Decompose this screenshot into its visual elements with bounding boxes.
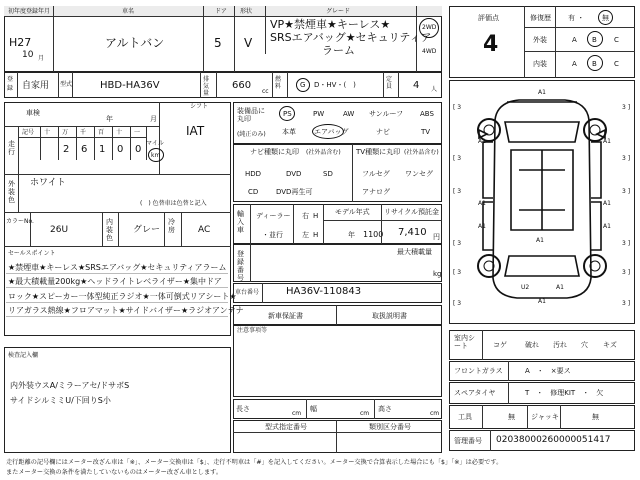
divider [18, 126, 19, 174]
tools-label: 工具 [458, 413, 472, 421]
use-label2: 録 [7, 85, 14, 92]
divider [17, 72, 18, 98]
digit-header: 記号 [22, 129, 35, 136]
divider [482, 330, 483, 360]
exterior-color-label: 外装色 [8, 180, 15, 204]
capacity-value: 4 [413, 80, 420, 91]
import-label: 輸入車 [237, 210, 244, 234]
equip-leather: 本革 [282, 128, 296, 136]
equip-sunroof: サンルーフ [369, 110, 404, 118]
divider [200, 72, 201, 98]
divider [4, 174, 231, 175]
type-no-label: 型式指定番号 [265, 423, 307, 431]
navi-hdd: HDD [245, 170, 262, 178]
damage-mark: A1 [603, 223, 611, 230]
divider [524, 27, 635, 28]
repair-none: 無 [602, 14, 609, 22]
divider [524, 6, 525, 78]
recycle-label: リサイクル預託金 [384, 208, 440, 216]
side-mark: 3 ] [622, 240, 631, 247]
model-value: HBD-HA36V [100, 80, 160, 91]
interior-grade-label: 内装 [533, 60, 547, 68]
divider [306, 399, 307, 419]
sales-line-1: ★禁煙車★キーレス★SRSエアバッグ★セキュリティアラーム [8, 263, 227, 272]
damage-mark: A1 [536, 237, 544, 244]
jack-value: 無 [592, 413, 599, 421]
divider [490, 430, 491, 451]
navi-label: ナビ種類に丸印 [250, 148, 299, 156]
grade-line2: SRSエアバッグ★セキュリティア [270, 31, 432, 44]
side-mark: 3 ] [622, 155, 631, 162]
damage-mark: A1 [478, 200, 486, 207]
grade-label: グレード [326, 8, 351, 15]
equip-navi: ナビ [376, 128, 390, 136]
footer-line-1: 走行距離の記号欄にはメーター改ざん車は「※」、メーター交換車は「$」、走行不明車は「#」を記入してください。メーター交換で合算表示した場合にも「$」「※」は必要です。 [6, 459, 503, 466]
divider [383, 72, 384, 98]
divider [18, 137, 146, 138]
damage-mark: U2 [521, 284, 530, 291]
divider [4, 126, 159, 127]
divider [508, 382, 509, 404]
score-label: 評価点 [478, 14, 499, 22]
model-year-value: 1100 [363, 230, 384, 239]
grade-line1: VP★禁煙車★キーレス★ [270, 18, 391, 31]
tv-fullseg: フルセグ [362, 170, 390, 178]
seat-item-1: コゲ [493, 341, 507, 349]
damage-mark: A1 [603, 138, 611, 145]
tv-analog: アナログ [362, 188, 390, 196]
divider [560, 405, 561, 429]
seat-item-2: 破れ [525, 341, 539, 349]
damage-mark: A1 [538, 298, 546, 305]
side-mark: 3 ] [622, 269, 631, 276]
reg-no-label: 登録番号 [237, 250, 244, 282]
damage-mark: A1 [538, 89, 546, 96]
exterior-grade-label: 外装 [533, 36, 547, 44]
divider [336, 420, 337, 453]
interior-b: B [592, 60, 597, 68]
notice-label: 注意事項等 [237, 327, 268, 334]
shape-value: V [244, 36, 253, 50]
navi-dvdplay: DVD再生可 [276, 188, 313, 196]
equip-aw: AW [343, 110, 355, 118]
divider [293, 204, 294, 244]
load-label: 最大積載量 [397, 248, 432, 256]
divider [72, 72, 73, 98]
divider [555, 6, 556, 78]
divider [30, 212, 31, 246]
divider [58, 126, 59, 160]
divider [58, 72, 59, 98]
damage-mark: A1 [478, 138, 486, 145]
width-cm: cm [360, 410, 370, 417]
divider [336, 305, 337, 325]
sales-line-2: ★最大積載量200kg★ヘッドライトレベライザー★集中ドア [8, 277, 222, 286]
navi-dvd: DVD [286, 170, 302, 178]
divider [203, 6, 204, 72]
private-use: 自家用 [22, 81, 50, 91]
divider [374, 399, 375, 419]
handle-h1: H [313, 212, 319, 220]
equipment-sub: (純正のみ) [237, 131, 266, 138]
capacity-unit: 人 [431, 86, 438, 93]
divider [272, 72, 273, 98]
divider [4, 16, 442, 17]
side-mark: [ 3 [453, 269, 462, 276]
km-unit: km [151, 152, 161, 159]
mileage-digit: 6 [81, 144, 88, 155]
mileage-digit: 0 [117, 144, 124, 155]
fuel-g: G [300, 81, 306, 89]
mileage-digit: 0 [135, 144, 142, 155]
divider [234, 6, 235, 72]
inspection-month: 月 [150, 115, 157, 123]
rule [6, 273, 228, 274]
rule [6, 287, 228, 288]
handle-left: 左 [302, 231, 309, 239]
inspection-label: 車検 [26, 109, 40, 117]
inspector-line-1: 内外装ウスA/ミラーアセ/ドサボS [10, 381, 130, 390]
front-glass-value: A ・ ×要ス [525, 367, 571, 375]
divider [4, 246, 231, 247]
chassis-value: HA36V-110843 [286, 286, 362, 297]
control-value: 02038000260000051417 [496, 435, 611, 445]
mile-unit: マイル [146, 140, 164, 147]
inspection-year: 年 [106, 115, 113, 123]
divider [352, 144, 353, 202]
side-mark: 3 ] [622, 300, 631, 307]
divider [250, 244, 251, 282]
height-cm: cm [430, 410, 440, 417]
repair-options: 有 ・ [568, 14, 585, 22]
first-reg-label: 初年度登録年月 [8, 8, 51, 15]
first-reg-year: H27 [9, 36, 32, 49]
interior-color-label: 内装色 [106, 218, 113, 242]
cc-unit: cc [262, 88, 269, 95]
fuel-label: 燃料 [275, 76, 282, 90]
seat-label: 室内シート [454, 334, 475, 350]
divider [323, 220, 442, 221]
tv-label: TV種類に丸印 [356, 148, 401, 156]
divider [94, 126, 95, 160]
spare-label: スペアタイヤ [454, 389, 496, 397]
divider [76, 126, 77, 160]
divider [18, 174, 19, 212]
digit-header: 万 [62, 129, 69, 136]
door-label: ドア [215, 8, 227, 15]
fuel-options: D・HV・( ) [314, 81, 356, 89]
repair-label: 修復歴 [530, 14, 551, 22]
inspector-label: 検査記入欄 [8, 352, 39, 359]
handle-right: 右 [302, 212, 309, 220]
tools-value: 無 [508, 413, 515, 421]
divider [323, 204, 324, 244]
color-no-value: 26U [50, 225, 69, 235]
divider [118, 212, 119, 246]
divider [287, 72, 288, 98]
warranty-box [233, 305, 442, 325]
notice-box [233, 325, 442, 397]
load-kg: kg [433, 270, 442, 278]
exterior-c: C [614, 36, 619, 44]
divider [159, 102, 160, 174]
side-mark: [ 3 [453, 188, 462, 195]
divider [216, 72, 217, 98]
equip-tv: TV [421, 128, 431, 136]
divider [164, 212, 165, 246]
dims-box [233, 399, 442, 419]
interior-color-value: グレー [133, 225, 161, 235]
side-mark: 3 ] [622, 188, 631, 195]
mileage-digit: 2 [63, 144, 70, 155]
inspector-line-2: サイドシルミミU/下回りS小 [10, 396, 111, 405]
equip-ps: PS [283, 110, 292, 118]
shift-label: シフト [190, 103, 209, 110]
height-label: 高さ [378, 405, 392, 413]
displacement-label: 排気量 [203, 76, 210, 97]
divider [250, 204, 251, 244]
recycle-value: 7,410 [398, 227, 427, 238]
equip-pw: PW [313, 110, 325, 118]
rule [6, 316, 228, 317]
length-label: 長さ [236, 405, 250, 413]
divider [398, 72, 399, 98]
new-car-warranty: 新車保証書 [268, 312, 303, 320]
month-suffix: 月 [38, 55, 45, 62]
digit-header: 十 [44, 129, 51, 136]
seat-item-4: 穴 [581, 341, 588, 349]
handle-h2: H [313, 231, 319, 239]
divider [262, 283, 263, 303]
divider [181, 212, 182, 246]
divider [527, 405, 528, 429]
equip-abs: ABS [420, 110, 434, 118]
first-reg-month: 10 [22, 50, 34, 60]
car-name-value: アルトバン [105, 36, 165, 50]
damage-mark: A1 [478, 223, 486, 230]
damage-mark: A1 [556, 284, 564, 291]
score-value: 4 [483, 32, 499, 57]
drive-4wd: 4WD [422, 48, 437, 55]
divider [233, 432, 442, 433]
shape-label: 形状 [240, 8, 253, 15]
use-label: 登 [7, 76, 14, 83]
ac-value: AC [198, 225, 211, 235]
equip-airbag: エアバッグ [314, 128, 349, 136]
divider [112, 126, 113, 160]
rule [6, 302, 228, 303]
damage-mark: A1 [603, 200, 611, 207]
width-label: 幅 [310, 405, 317, 413]
interior-a: A [572, 60, 577, 68]
side-mark: [ 3 [453, 300, 462, 307]
recycle-yen: 円 [433, 233, 440, 241]
ac-label: 冷房 [168, 218, 175, 234]
control-label: 管理番号 [454, 437, 482, 445]
divider [53, 6, 54, 72]
divider [508, 361, 509, 381]
seat-item-3: 汚れ [553, 341, 567, 349]
side-mark: 3 ] [622, 104, 631, 111]
digit-header: 一 [134, 129, 141, 136]
side-mark: [ 3 [453, 104, 462, 111]
color-change-note: ( ) 色替車は色替と記入 [140, 200, 207, 207]
color-no-label: カラーNo. [6, 218, 34, 225]
tv-oneseg: ワンセグ [405, 170, 433, 178]
footer-line-2: またメーター交換の条件を満たしていないものはメーター改ざん車とします。 [6, 469, 223, 476]
drive-2wd: 2WD [422, 24, 437, 31]
front-glass-label: フロントガラス [454, 367, 503, 375]
mileage-label: 走行 [8, 140, 15, 156]
divider [130, 126, 131, 160]
mileage-digit: 1 [99, 144, 106, 155]
digit-header: 千 [80, 129, 87, 136]
digit-header: 十 [116, 129, 123, 136]
divider [40, 126, 41, 160]
jack-label: ジャッキ [531, 413, 559, 421]
shift-value: IAT [186, 124, 205, 138]
exterior-a: A [572, 36, 577, 44]
digit-header: 百 [98, 129, 105, 136]
length-cm: cm [292, 410, 302, 417]
model-label: 型式 [60, 81, 73, 88]
spare-value: T ・ 修理KIT ・ 欠 [525, 389, 604, 397]
seat-item-5: キズ [603, 341, 617, 349]
side-mark: [ 3 [453, 155, 462, 162]
sales-point-label: セールスポイント [8, 250, 56, 257]
divider [265, 6, 266, 54]
displacement-value: 660 [232, 80, 252, 91]
navi-label-sub: (社外品含む) [306, 149, 341, 156]
car-name-label: 車名 [122, 8, 135, 15]
capacity-label: 定員 [386, 76, 393, 90]
divider [102, 212, 103, 246]
grade-line3: ラーム [322, 44, 355, 57]
sales-line-4: リアガラス熱線★フロアマット★サイドバイザー★ラジオアンテナ [8, 306, 244, 315]
divider [524, 51, 635, 52]
import-parallel: ・並行 [262, 231, 283, 239]
category-label: 類別区分番号 [369, 423, 411, 431]
navi-sd: SD [323, 170, 333, 178]
divider [381, 204, 382, 244]
exterior-color-value: ホワイト [30, 178, 66, 188]
interior-c: C [614, 60, 619, 68]
side-mark: [ 3 [453, 240, 462, 247]
tv-label-sub: (社外品含む) [404, 149, 439, 156]
equipment-label: 装備品に丸印 [237, 107, 265, 123]
navi-cd: CD [248, 188, 259, 196]
sales-line-3: ロック★スピーカー一体型純正ラジオ★一体可倒式リアシート★ [8, 292, 237, 301]
import-dealer: ディーラー [256, 212, 291, 220]
exterior-b: B [592, 36, 597, 44]
door-value: 5 [214, 36, 222, 50]
chassis-label: 車台番号 [235, 289, 260, 296]
divider [482, 405, 483, 429]
model-year-label: モデル年式 [335, 208, 370, 216]
model-year-unit: 年 [348, 231, 355, 239]
owner-manual: 取扱説明書 [372, 312, 407, 320]
